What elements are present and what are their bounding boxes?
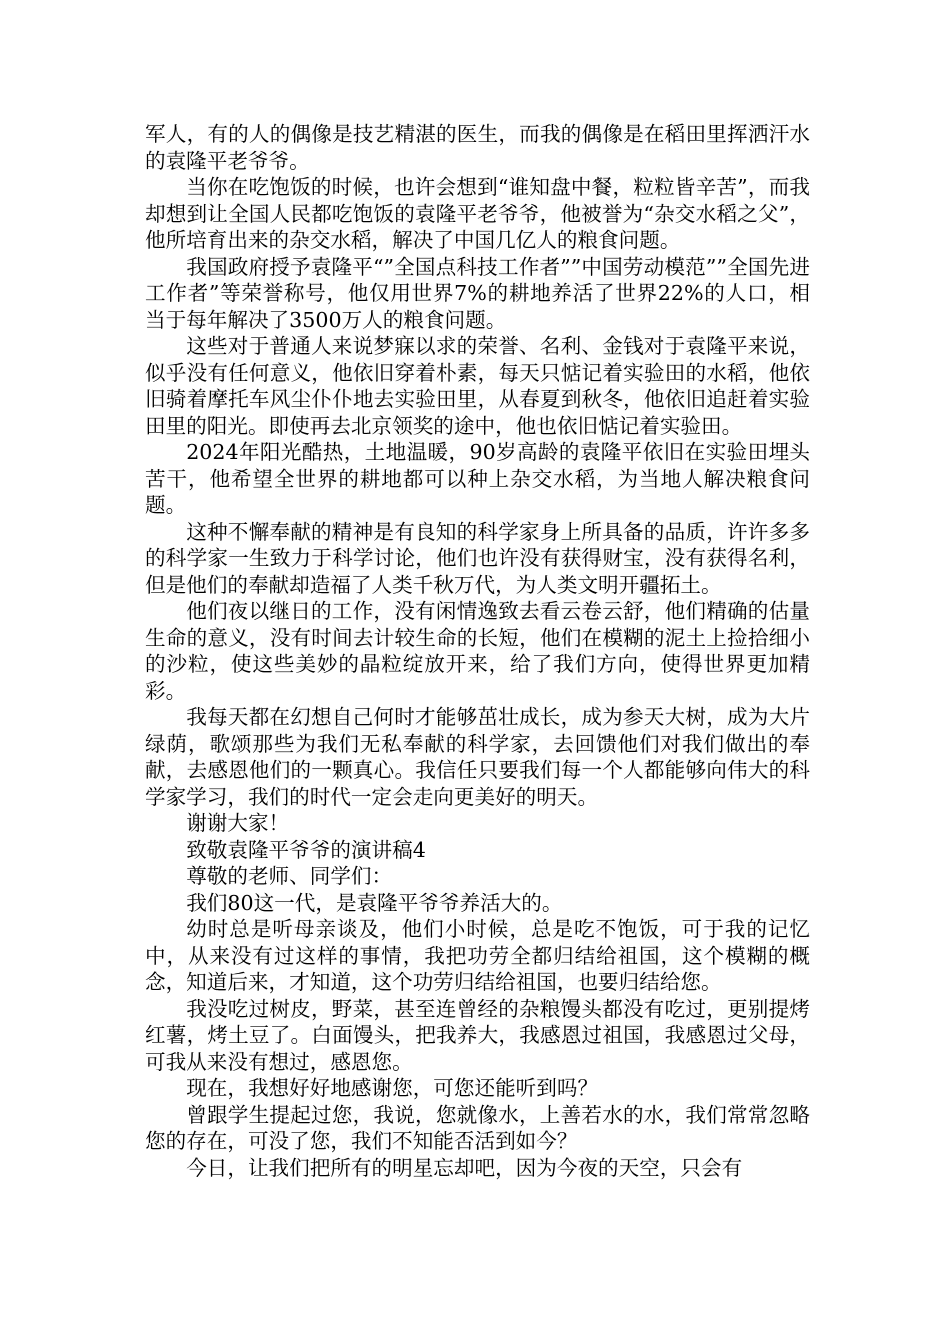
paragraph: 军人，有的人的偶像是技艺精湛的医生，而我的偶像是在稻田里挥洒汗水的袁隆平老爷爷。 [145, 122, 810, 173]
paragraph: 我每天都在幻想自己何时才能够茁壮成长，成为参天大树，成为大片绿荫，歌颂那些为我们无私奉献的科学家，去回馈他们对我们做出的奉献，去感恩他们的一颗真心。我信任只要我们每一个人都能够向伟大的科学家学习，我们的时代一定会走向更美好的明天。 [145, 705, 810, 809]
paragraph: 这种不懈奉献的精神是有良知的科学家身上所具备的品质，许许多多的科学家一生致力于科学讨论，他们也许没有获得财宝，没有获得名利，但是他们的奉献却造福了人类千秋万代，为人类文明开疆拓土。 [145, 519, 810, 597]
closing-thanks: 谢谢大家！ [186, 811, 290, 835]
document-body [145, 121, 810, 1181]
paragraph: 幼时总是听母亲谈及，他们小时候，总是吃不饱饭，可于我的记忆中，从来没有过这样的事情，我把功劳全都归结给祖国，这个模糊的概念，知道后来，才知道，这个功劳归结给祖国，也要归结给您。 [145, 917, 810, 994]
speech-title: 致敬袁隆平爷爷的演讲稿4 [186, 837, 426, 862]
salutation: 尊敬的老师、同学们： [186, 864, 393, 888]
paragraph: 我们80这一代，是袁隆平爷爷养活大的。 [186, 890, 563, 915]
paragraph: 曾跟学生提起过您，我说，您就像水，上善若水的水，我们常常忽略您的存在，可没了您，我们不知能否活到如今？ [145, 1102, 810, 1153]
paragraph: 今日，让我们把所有的明星忘却吧，因为今夜的天空，只会有 [186, 1155, 743, 1180]
paragraph: 2024年阳光酷热，土地温暖，90岁高龄的袁隆平依旧在实验田埋头苦干，他希望全世界的耕地都可以种上杂交水稻，为当地人解决粮食问题。 [145, 440, 810, 517]
paragraph: 现在，我想好好地感谢您，可您还能听到吗？ [186, 1076, 599, 1100]
paragraph: 他们夜以继日的工作，没有闲情逸致去看云卷云舒，他们精确的估量生命的意义，没有时间去计较生命的长短，他们在模糊的泥土上捡拾细小的沙粒，使这些美妙的晶粒绽放开来，给了我们方向，使得世界更加精彩。 [145, 599, 810, 703]
paragraph: 这些对于普通人来说梦寐以求的荣誉、名利、金钱对于袁隆平来说，似乎没有任何意义，他依旧穿着朴素，每天只惦记着实验田的水稻，他依旧骑着摩托车风尘仆仆地去实验田里，从春夏到秋冬，他依旧追赶着实验田里的阳光。即使再去北京领奖的途中，他也依旧惦记着实验田。 [145, 334, 810, 438]
paragraph: 我没吃过树皮，野菜，甚至连曾经的杂粮馒头都没有吃过，更别提烤红薯，烤土豆了。白面馒头，把我养大，我感恩过祖国，我感恩过父母，可我从来没有想过，感恩您。 [145, 996, 810, 1074]
paragraph: 当你在吃饱饭的时候，也许会想到“谁知盘中餐，粒粒皆辛苦”，而我却想到让全国人民都吃饱饭的袁隆平老爷爷，他被誉为“杂交水稻之父”，他所培育出来的杂交水稻，解决了中国几亿人的粮食问题。 [145, 175, 810, 252]
paragraph: 我国政府授予袁隆平“”全国点科技工作者””中国劳动模范””全国先进工作者”等荣誉称号，他仅用世界7%的耕地养活了世界22%的人口，相当于每年解决了3500万人的粮食问题。 [145, 254, 810, 332]
